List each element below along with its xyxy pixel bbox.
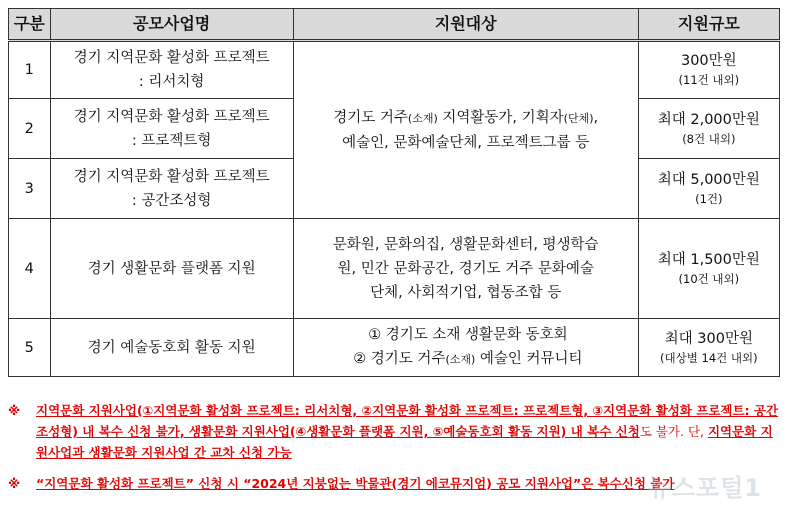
row-number: 4: [9, 219, 51, 319]
target-text: 경기도 거주: [370, 351, 446, 367]
program-name: 경기 예술동호회 활동 지원: [50, 319, 293, 377]
circled-number-1: ①: [368, 327, 382, 343]
note-1: [8, 400, 784, 463]
header-scale: 지원규모: [638, 9, 779, 41]
scale-count: (1건): [695, 191, 723, 206]
scale-amount: 최대 300만원: [664, 330, 753, 347]
table-row: [9, 319, 780, 377]
target-item-1: [298, 323, 634, 347]
header-program-name: 공모사업명: [50, 9, 293, 41]
target-text: 지역활동가, 기획자: [437, 109, 564, 126]
support-scale: [638, 99, 779, 159]
scale-amount: 최대 2,000만원: [657, 111, 760, 128]
support-scale: [638, 41, 779, 99]
target-small-text: (소재): [445, 353, 476, 366]
reference-mark: ※: [8, 476, 21, 491]
note-1-plain-text: 도 불가. 단,: [639, 424, 708, 439]
support-scale: [638, 219, 779, 319]
table-header-row: [9, 9, 780, 41]
row-number: 1: [9, 41, 51, 99]
program-name: 경기 생활문화 플랫폼 지원: [50, 219, 293, 319]
scale-amount: 최대 5,000만원: [657, 171, 760, 188]
row-number: 2: [9, 99, 51, 159]
scale-count: (8건 내외): [682, 131, 736, 146]
scale-count: (대상별 14건 내외): [660, 350, 758, 365]
program-name-line2: : 리서치형: [138, 74, 205, 90]
header-target: 지원대상: [293, 9, 638, 41]
table-row: [9, 41, 780, 99]
note-1-emphasis: 지역문화 지원사업과 생활문화 지원사업 간 교차 신청 가능: [36, 424, 773, 460]
watermark-logo: 뉴스포털1: [647, 474, 762, 502]
target-line: 원, 민간 문화공간, 경기도 거주 문화예술: [337, 260, 594, 277]
support-scale: [638, 319, 779, 377]
support-program-table: [8, 8, 780, 377]
note-2-text: “지역문화 활성화 프로젝트” 신청 시 “2024년 지붕없는 박물관(경기 에코뮤지엄) 공모 지원사업”은 복수신청 불가: [36, 476, 675, 491]
row-number: 5: [9, 319, 51, 377]
scale-count: (11건 내외): [678, 73, 740, 87]
target-cell: [293, 319, 638, 377]
target-line2: 예술인, 문화예술단체, 프로젝트그룹 등: [342, 134, 590, 151]
target-text: 경기도 소재 생활문화 동호회: [385, 327, 568, 343]
target-text: 예술인 커뮤니티: [475, 351, 583, 367]
program-name-line2: : 프로젝트형: [131, 132, 212, 149]
target-small-text: (단체): [563, 111, 594, 125]
reference-mark: ※: [8, 403, 21, 418]
scale-amount: 최대 1,500만원: [657, 251, 760, 268]
target-small-text: (소재): [407, 111, 438, 125]
row-number: 3: [9, 159, 51, 219]
target-line: 문화원, 문화의집, 생활문화센터, 평생학습: [332, 236, 599, 253]
target-text: ,: [593, 109, 599, 126]
program-name-line1: 경기 지역문화 활성화 프로젝트: [73, 108, 270, 125]
target-cell: [293, 219, 638, 319]
target-text: 경기도 거주: [333, 109, 408, 126]
program-name: [50, 41, 293, 99]
target-item-2: [298, 347, 634, 372]
program-name-line2: : 공간조성형: [131, 192, 212, 209]
program-name: [50, 159, 293, 219]
scale-amount: 300만원: [680, 53, 737, 69]
program-name-line1: 경기 지역문화 활성화 프로젝트: [73, 168, 270, 185]
header-no: 구분: [9, 9, 51, 41]
scale-count: (10건 내외): [678, 271, 740, 286]
target-line1: [298, 106, 634, 131]
target-line: 단체, 사회적기업, 협동조합 등: [370, 284, 562, 301]
support-scale: [638, 159, 779, 219]
target-cell-merged: [293, 41, 638, 219]
program-name: [50, 99, 293, 159]
table-row: [9, 219, 780, 319]
circled-number-2: ②: [353, 351, 367, 367]
note-1-text: 지역문화 지원사업(①지역문화 활성화 프로젝트: 리서치형, ②지역문화 활성화 프로젝트: 프로젝트형, ③지역문화 활성화 프로젝트: 공간조성형) 내 복수 신청 불가, 생활문화 지원사업(④생활문화 플랫폼 지원, ⑤예술동호회 활동 지원) 내 복수 신청: [36, 403, 779, 439]
program-name-line1: 경기 지역문화 활성화 프로젝트: [73, 50, 270, 66]
